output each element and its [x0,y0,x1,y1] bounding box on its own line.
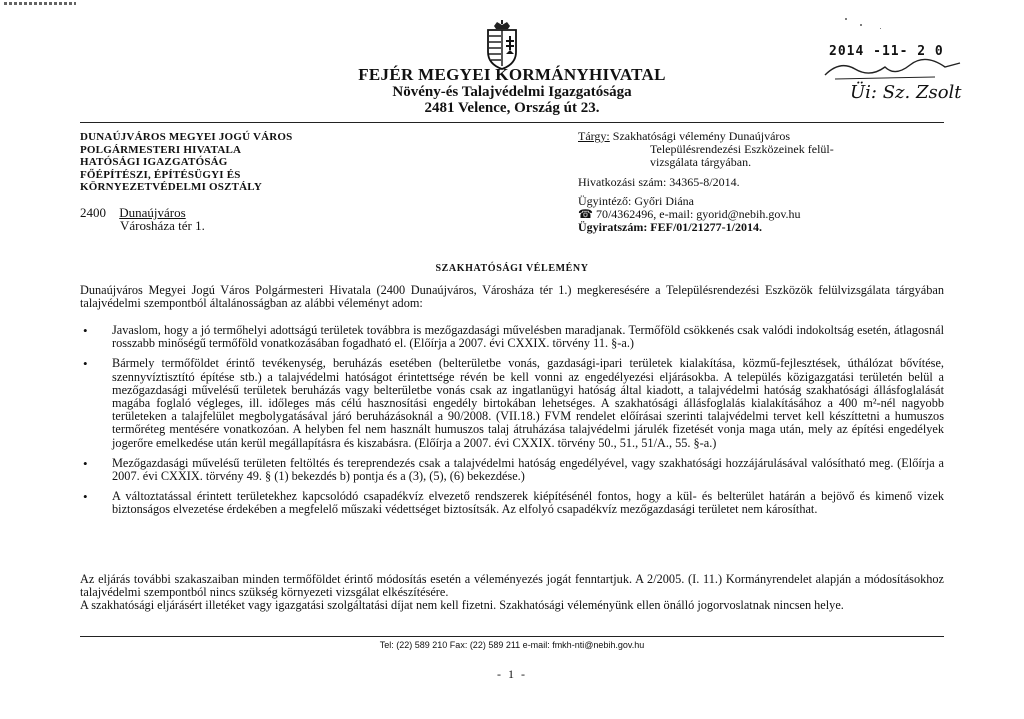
bullet-icon: • [83,323,88,338]
footer-contact: Tel: (22) 589 210 Fax: (22) 589 211 e-mail: fmkh-nti@nebih.gov.hu [379,640,645,650]
closing-paragraphs [80,573,944,613]
closing-paragraph: Az eljárás további szakaszaiban minden termőföldet érintő módosítás esetén a véleményezés jogát fenntartjuk. A 2/2005. (I. 11.) Kormányrendelet alapján a módosításokhoz talajvédelmi szempontból nincs szükség környezeti vizsgálat elkészítésére. [80,572,944,600]
scan-speck [880,28,881,29]
bullet-icon: • [83,356,88,372]
list-item-text: Bármely termőföldet érintő tevékenység, beruházás esetében (belterületbe vonás, gazdasági-ipari területek kialakítása, közmű-fejlesztések, úthálózat bővítése, szennyvíztisztító építése stb.) a talajvédelmi hatóságot érintettsége révén be kell vonni az engedélyezési eljárásokba. A település közigazgatási területén belül a mezőgazdasági művelésű területek beruházás vagy belterületbe vonás csak az ingatlanügyi hatóság által kiadott, a talajvédelmi hatóság szakhatósági állásfoglalását magába foglaló végleges, ill. időleges más célú hasznosítási engedély birtokában lehetséges. A szakhatósági állásfoglalás kialakításához a 400 m²-nél nagyobb területeken a talajfelület megbolygatásával járó beruházásoknál a 90/2008. (VII.18.) FVM rendelet előírásai szerinti talajvédelmi tervet kell készíttetni a humuszos termőréteg mentésére vonatkozóan. A helyben fel nem használt humuszos talaj átruházása talajvédelmi járulék fizetését vonja maga után, mely az építési engedélyek jogerőre emelkedése után kerül megállapításra és kiszabásra. (Előírja a 2007. évi CXXIX. törvény 50., 51., 51/A., 55. §-a.) [112,356,944,450]
city: Dunaújváros [119,205,186,220]
recipient-line: DUNAÚJVÁROS MEGYEI JOGÚ VÁROS [80,131,293,143]
recipient-block [80,131,292,194]
subject-text: vizsgálata tárgyában. [650,155,752,169]
reference-number: Hivatkozási szám: 34365-8/2014. [578,175,740,189]
subject-block [578,130,834,169]
list-item [80,357,944,449]
intro-paragraph: Dunaújváros Megyei Jogú Város Polgármesteri Hivatala (2400 Dunaújváros, Városháza tér 1.) megkeresésére a Településrendezési Eszközök felülvizsgálata tárgyában talajvédelmi szempontból általánosságban az alábbi véleményt adom: [80,283,944,311]
opinion-list [80,324,944,524]
recipient-line: KÖRNYEZETVÉDELMI OSZTÁLY [80,181,262,193]
handwritten-note: Üi: Sz. Zsolt [850,82,962,103]
recipient-line: POLGÁRMESTERI HIVATALA [80,143,242,156]
list-item [80,457,944,483]
phone-icon: ☎ [578,207,593,221]
scan-artifact [4,2,76,5]
recipient-line: HATÓSÁGI IGAZGATÓSÁG [80,156,228,168]
footer-divider [80,636,944,637]
list-item [80,490,944,516]
scan-speck [860,24,862,26]
handler-block [578,195,801,234]
list-item [80,324,944,350]
list-item-text: Mezőgazdasági művelésű területen feltöltés és tereprendezés csak a talajvédelmi hatóság engedélyével, vagy szakhatósági hozzájárulásával valósítható meg. (Előírja a 2007. évi CXXIX. törvény 49. § (1) bekezdés b) pontja és a (3), (5), (6) bekezdése.) [112,455,944,484]
handler-name: Ügyintéző: Győri Diána [578,194,694,208]
scan-speck [845,18,847,20]
street: Városháza tér 1. [120,218,205,233]
subject-text: Településrendezési Eszközeinek felül- [650,142,834,156]
handwritten-signature [815,55,965,85]
bullet-icon: • [83,489,88,505]
directorate-name: Növény-és Talajvédelmi Igazgatósága [392,84,632,100]
subject-label: Tárgy: [578,129,610,143]
closing-paragraph: A szakhatósági eljárásért illetéket vagy igazgatási szolgáltatási díjat nem kell fizetni. Szakhatósági véleményünk ellen önálló jogorvoslatnak nincsen helye. [80,598,844,613]
received-date-stamp: 2014 -11- 2 0 [829,44,944,59]
page-number: - 1 - [497,667,527,681]
bullet-icon: • [83,455,88,471]
case-number: Ügyiratszám: FEF/01/21277-1/2014. [578,220,762,234]
recipient-address [80,206,205,232]
recipient-line: FŐÉPÍTÉSZI, ÉPÍTÉSÜGYI ÉS [80,168,241,181]
subject-text: Szakhatósági vélemény Dunaújváros [612,129,791,143]
handler-contact: 70/4362496, e-mail: gyorid@nebih.gov.hu [595,207,801,221]
list-item-text: A változtatással érintett területekhez kapcsolódó csapadékvíz elvezető rendszerek kiépítésénél fontos, hogy a kül- és belterület határán a bejövő és kimenő vizek biztonságos elvezetése érdekében a megfelelő műszaki védettséget biztosítsák. Az elfolyó csapadékvíz mezőgazdasági területet nem károsíthat. [112,489,944,517]
office-name: FEJÉR MEGYEI KORMÁNYHIVATAL [358,65,666,84]
postcode: 2400 [80,205,106,220]
header-divider [80,122,944,123]
office-address: 2481 Velence, Ország út 23. [424,100,600,116]
coat-of-arms-icon [479,20,525,70]
list-item-text: Javaslom, hogy a jó termőhelyi adottságú területek továbbra is mezőgazdasági művelésben maradjanak. Termőföld csökkenés csak valódi indokoltság esetén, átlagosnál rosszabb minőségű termőföld vonatkozásában fogadható el. (Előírja a 2007. évi CXXIX. törvény 11. §-a.) [112,323,944,351]
document-title: SZAKHATÓSÁGI VÉLEMÉNY [435,263,589,274]
